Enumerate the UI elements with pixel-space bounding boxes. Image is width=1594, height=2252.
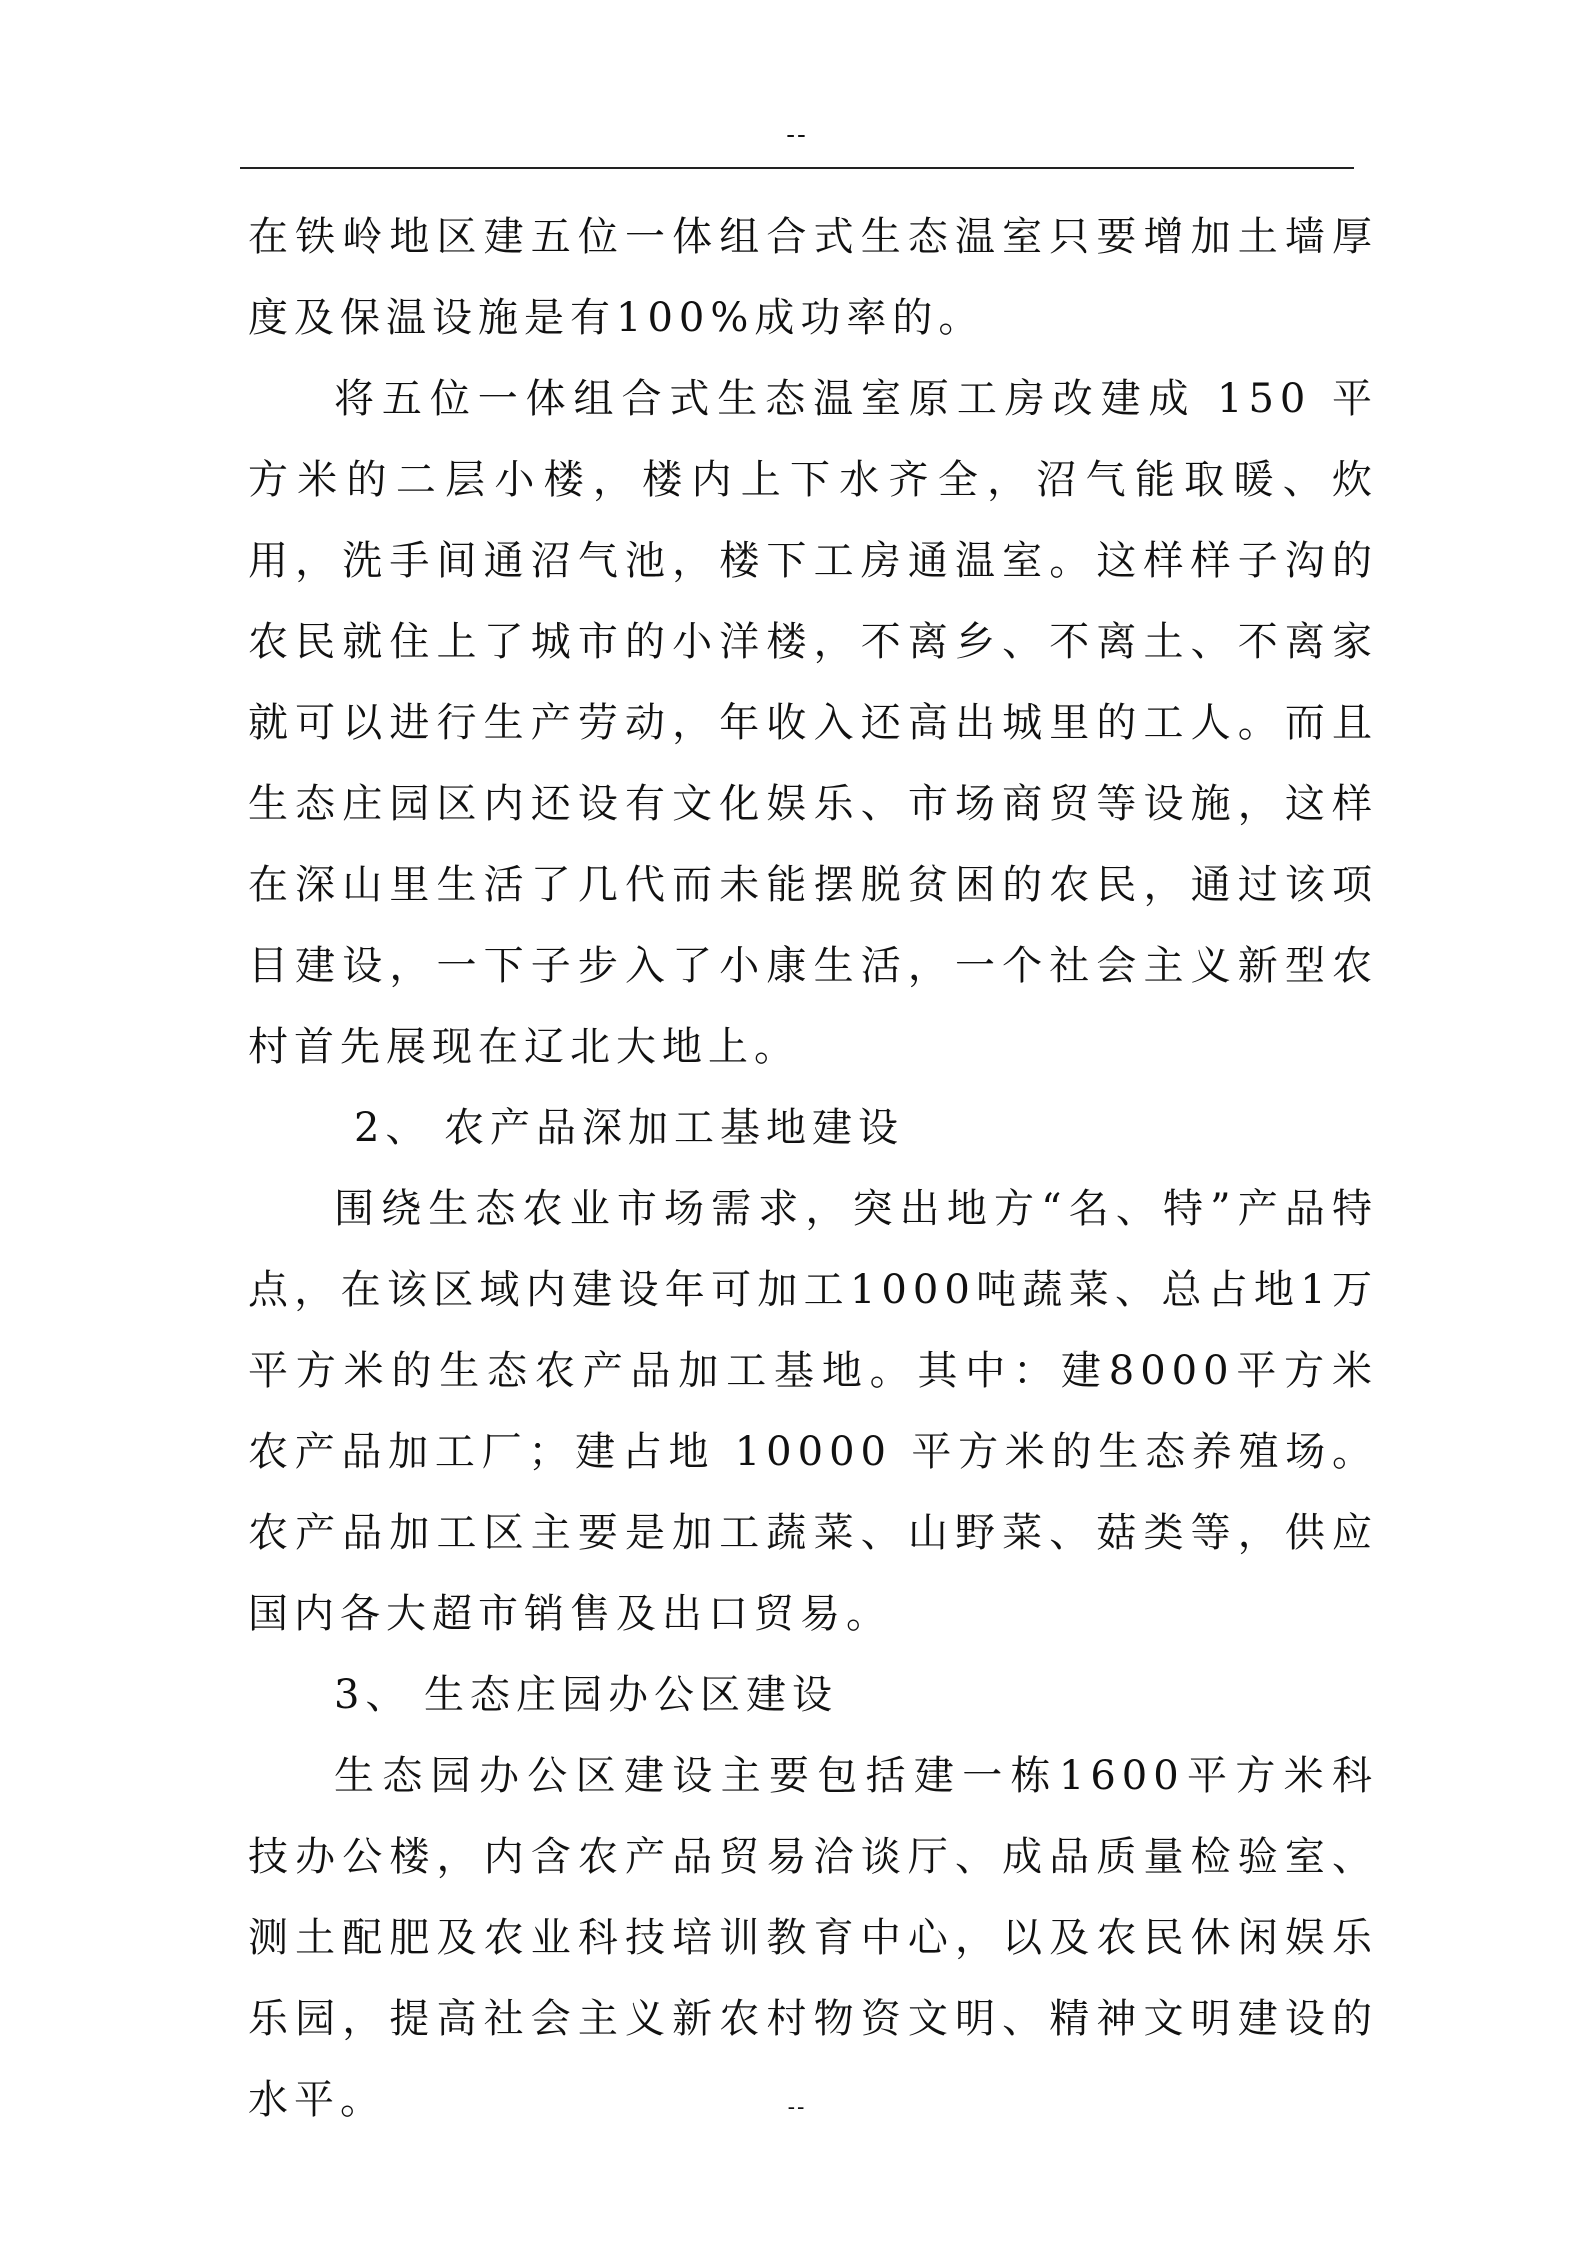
paragraph-office-area: 生态园办公区建设主要包括建一栋1600平方米科技办公楼，内含农产品贸易洽谈厅、成品质量检验室、测土配肥及农业科技培训教育中心，以及农民休闲娱乐乐园，提高社会主义新农村物资文明、精神文明建设的水平。 [248,1753,1378,2123]
header-rule [240,167,1354,169]
section-number: 2、 [354,1105,432,1151]
section-number: 3、 [334,1672,412,1718]
section-title: 生态庄园办公区建设 [424,1672,838,1718]
page-header-marker: -- [786,120,808,150]
paragraph-processing-base: 围绕生态农业市场需求，突出地方“名、特”产品特点，在该区域内建设年可加工1000吨蔬菜、总占地1万平方米的生态农产品加工基地。其中：建8000平方米农产品加工厂；建占地 10000 平方米的生态养殖场。农产品加工区主要是加工蔬菜、山野菜、菇类等，供应国内各大超市销售及出口贸易。 [248,1186,1378,1637]
paragraph-greenhouse-success: 在铁岭地区建五位一体组合式生态温室只要增加土墙厚度及保温设施是有100%成功率的。 [248,214,1378,341]
section-heading-processing-base [248,1088,1378,1169]
document-body [248,197,1378,2141]
section-title: 农产品深加工基地建设 [444,1105,904,1151]
page-footer-marker: -- [787,2095,807,2120]
section-heading-office-area [248,1655,1378,1736]
paragraph-workshop-conversion: 将五位一体组合式生态温室原工房改建成 150 平方米的二层小楼，楼内上下水齐全，沼气能取暖、炊用，洗手间通沼气池，楼下工房通温室。这样样子沟的农民就住上了城市的小洋楼，不离乡、不离土、不离家就可以进行生产劳动，年收入还高出城里的工人。而且生态庄园区内还设有文化娱乐、市场商贸等设施，这样在深山里生活了几代而未能摆脱贫困的农民，通过该项目建设，一下子步入了小康生活，一个社会主义新型农村首先展现在辽北大地上。 [248,376,1378,1070]
